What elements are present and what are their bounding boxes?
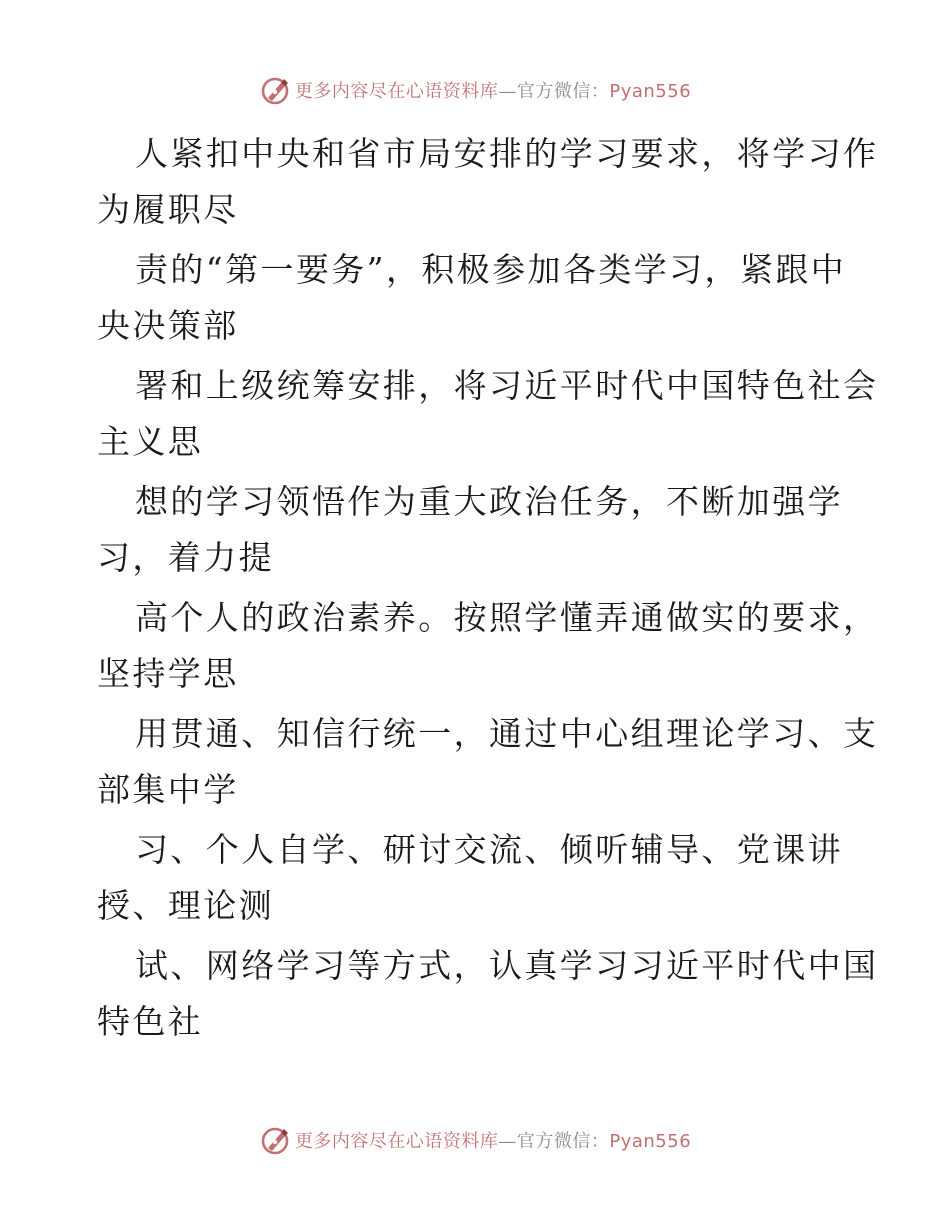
paragraph-line: 高个人的政治素养。按照学懂弄通做实的要求， xyxy=(135,598,879,637)
body-text xyxy=(97,118,879,1046)
header-official-text: 官方微信： xyxy=(516,81,610,102)
paragraph xyxy=(97,234,857,350)
footer-contact-id: Pyan556 xyxy=(609,1131,692,1152)
footer-dash: — xyxy=(498,1131,517,1152)
paragraph-line: 习、个人自学、研讨交流、倾听辅导、党课讲 xyxy=(135,830,843,869)
header-dash: — xyxy=(498,81,517,102)
paragraph-line: 责的“第一要务”，积极参加各类学习，紧跟中 xyxy=(135,250,847,289)
paragraph-line: 用贯通、知信行统一，通过中心组理论学习、支 xyxy=(135,714,879,753)
paragraph xyxy=(97,814,857,930)
footer-site-text: 更多内容尽在心语资料库 xyxy=(294,1131,499,1152)
paragraph-line: 坚持学思 xyxy=(97,654,239,693)
pen-nib-logo-icon xyxy=(259,74,291,106)
paragraph-line: 习，着力提 xyxy=(97,538,274,577)
paragraph-line: 特色社 xyxy=(97,1002,204,1041)
paragraph xyxy=(97,466,857,582)
paragraph xyxy=(97,698,879,814)
paragraph-line: 想的学习领悟作为重大政治任务，不断加强学 xyxy=(135,482,843,521)
paragraph-line: 部集中学 xyxy=(97,770,239,809)
paragraph-line: 主义思 xyxy=(97,422,204,461)
paragraph xyxy=(97,930,879,1046)
paragraph-line: 为履职尽 xyxy=(97,190,239,229)
footer-banner-text xyxy=(295,1127,691,1153)
header-banner xyxy=(0,70,950,110)
paragraph xyxy=(97,118,879,234)
header-contact-id: Pyan556 xyxy=(609,81,692,102)
paragraph-line: 授、理论测 xyxy=(97,886,274,925)
header-site-text: 更多内容尽在心语资料库 xyxy=(294,81,499,102)
paragraph-line: 试、网络学习等方式，认真学习习近平时代中国 xyxy=(135,946,879,985)
paragraph xyxy=(97,582,879,698)
pen-nib-logo-icon xyxy=(259,1124,291,1156)
paragraph-line: 人紧扣中央和省市局安排的学习要求，将学习作 xyxy=(135,134,879,173)
header-banner-text xyxy=(295,77,691,103)
footer-banner xyxy=(0,1120,950,1160)
paragraph-line: 署和上级统筹安排，将习近平时代中国特色社会 xyxy=(135,366,879,405)
paragraph-line: 央决策部 xyxy=(97,306,239,345)
footer-official-text: 官方微信： xyxy=(516,1131,610,1152)
paragraph xyxy=(97,350,879,466)
